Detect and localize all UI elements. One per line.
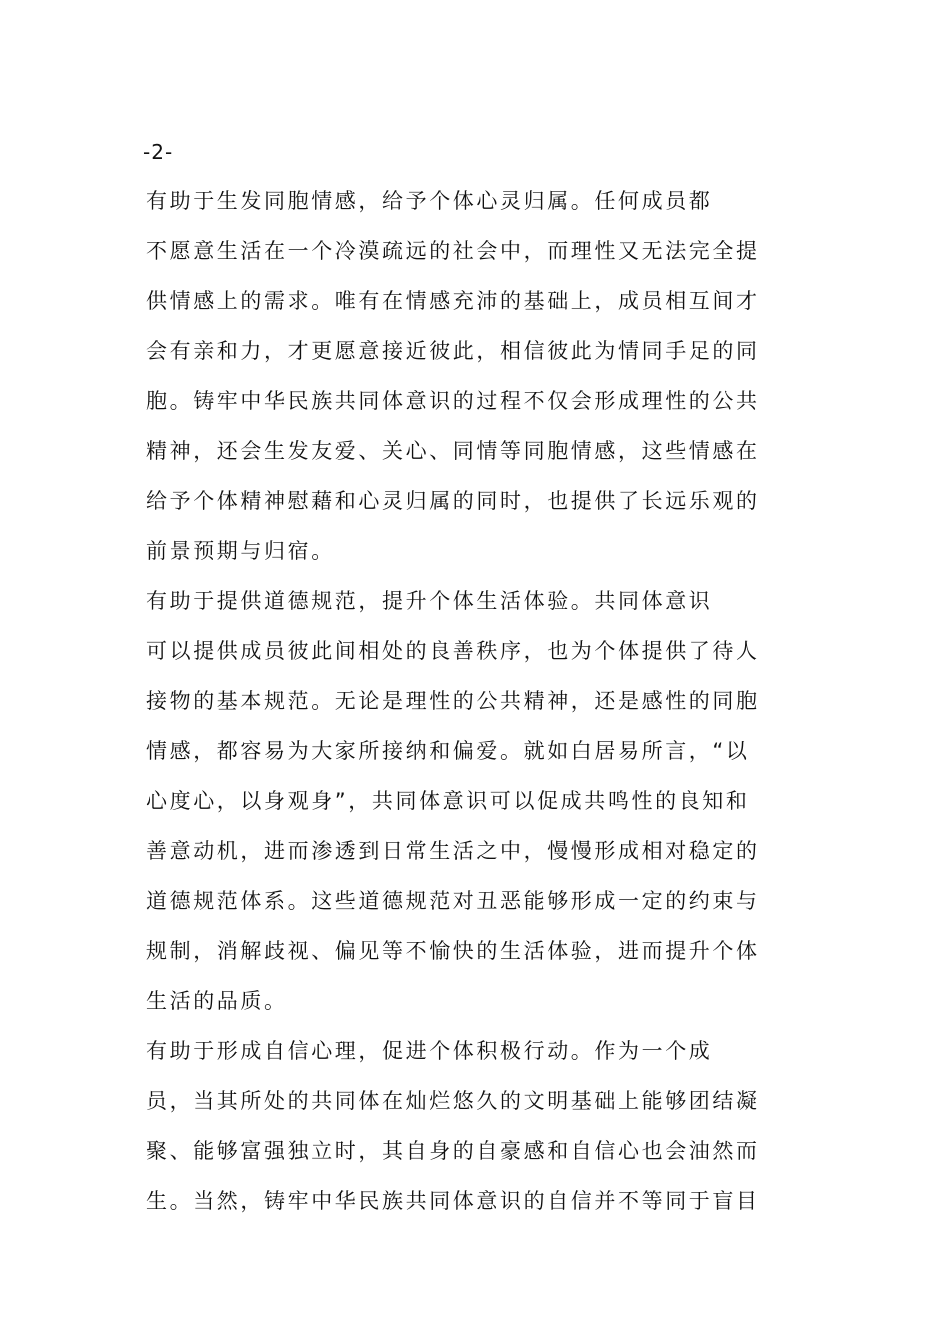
- text-line: 接物的基本规范。无论是理性的公共精神，还是感性的同胞: [146, 689, 760, 713]
- text-line: 给予个体精神慰藉和心灵归属的同时，也提供了长远乐观的: [146, 489, 760, 513]
- text-line: 生。当然，铸牢中华民族共同体意识的自信并不等同于盲目: [146, 1189, 760, 1213]
- text-line: 规制，消解歧视、偏见等不愉快的生活体验，进而提升个体: [146, 939, 760, 963]
- text-line: 有助于提供道德规范，提升个体生活体验。共同体意识: [146, 589, 713, 613]
- text-line: 道德规范体系。这些道德规范对丑恶能够形成一定的约束与: [146, 889, 760, 913]
- text-line: 前景预期与归宿。: [146, 539, 335, 563]
- text-line: 有助于生发同胞情感，给予个体心灵归属。任何成员都: [146, 189, 713, 213]
- text-line: 生活的品质。: [146, 989, 288, 1013]
- text-line: 不愿意生活在一个冷漠疏远的社会中，而理性又无法完全提: [146, 239, 760, 263]
- text-line: 有助于形成自信心理，促进个体积极行动。作为一个成: [146, 1039, 713, 1063]
- text-line: 可以提供成员彼此间相处的良善秩序，也为个体提供了待人: [146, 639, 760, 663]
- text-line: 会有亲和力，才更愿意接近彼此，相信彼此为情同手足的同: [146, 339, 760, 363]
- text-line: 精神，还会生发友爱、关心、同情等同胞情感，这些情感在: [146, 439, 760, 463]
- text-line: 胞。铸牢中华民族共同体意识的过程不仅会形成理性的公共: [146, 389, 760, 413]
- page-number: -2-: [143, 140, 174, 164]
- text-line: 供情感上的需求。唯有在情感充沛的基础上，成员相互间才: [146, 289, 760, 313]
- body-text: [146, 180, 760, 1230]
- text-line: 善意动机，进而渗透到日常生活之中，慢慢形成相对稳定的: [146, 839, 760, 863]
- text-line: 心度心，以身观身”，共同体意识可以促成共鸣性的良知和: [146, 789, 750, 813]
- text-line: 员，当其所处的共同体在灿烂悠久的文明基础上能够团结凝: [146, 1089, 760, 1113]
- text-line: 聚、能够富强独立时，其自身的自豪感和自信心也会油然而: [146, 1139, 760, 1163]
- text-line: 情感，都容易为大家所接纳和偏爱。就如白居易所言，“以: [146, 739, 750, 763]
